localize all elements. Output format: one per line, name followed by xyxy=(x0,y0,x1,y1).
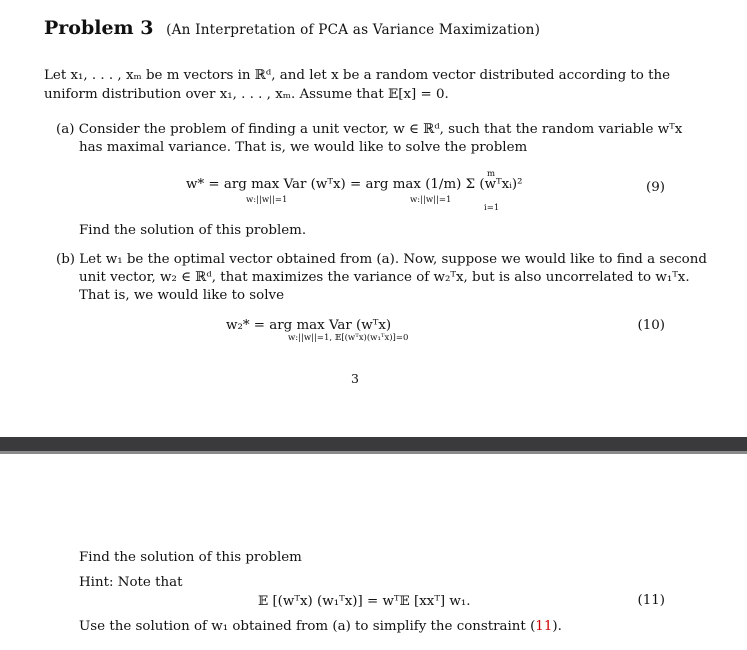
use-solution-text: Use the solution of w₁ obtained from (a) to simplify the constraint ( xyxy=(79,619,536,634)
part-b-line-1: (b) Let w₁ be the optimal vector obtained from (a). Now, suppose we would like to find a second xyxy=(56,252,707,267)
use-solution-end: ). xyxy=(552,619,562,634)
equation-9-under-1: w:||w||=1 xyxy=(246,195,288,205)
page-divider xyxy=(0,437,747,451)
equation-9 xyxy=(186,176,523,193)
equation-9-sum-top: m xyxy=(487,169,496,179)
equation-9-sum-bottom: i=1 xyxy=(484,203,500,213)
intro-line-1: Let x₁, . . . , xₘ be m vectors in ℝᵈ, and let x be a random vector distributed according to the xyxy=(44,68,671,83)
intro-line-2: uniform distribution over x₁, . . . , xₘ. Assume that 𝔼[x] = 0. xyxy=(44,87,449,102)
equation-9-under-2: w:||w||=1 xyxy=(410,195,452,205)
continued-find: Find the solution of this problem xyxy=(79,550,302,565)
equation-11-link[interactable]: 11 xyxy=(535,619,553,634)
equation-10-under: w:||w||=1, 𝔼[(wᵀx)(w₁ᵀx)]=0 xyxy=(288,333,409,343)
problem-subtitle: (An Interpretation of PCA as Variance Maximization) xyxy=(166,22,541,38)
part-a-line-1: (a) Consider the problem of finding a unit vector, w ∈ ℝᵈ, such that the random variable wᵀx xyxy=(56,122,683,137)
page-number: 3 xyxy=(351,371,359,386)
equation-10-number: (10) xyxy=(637,318,665,333)
part-a-find: Find the solution of this problem. xyxy=(79,223,307,238)
part-a-line-2: has maximal variance. That is, we would like to solve the problem xyxy=(79,140,528,155)
part-b-line-3: That is, we would like to solve xyxy=(79,288,285,303)
use-solution-line xyxy=(79,618,562,635)
problem-title xyxy=(44,17,541,39)
equation-10 xyxy=(226,317,391,334)
problem-title-text: Problem 3 xyxy=(44,17,154,39)
equation-9-number: (9) xyxy=(646,180,665,195)
equation-11: 𝔼 [(wᵀx) (w₁ᵀx)] = wᵀ𝔼 [xxᵀ] w₁. xyxy=(258,594,471,609)
equation-9-text: w* = arg max Var (wᵀx) = arg max (1/m) Σ (wᵀxᵢ)² xyxy=(186,177,523,192)
equation-10-text: w₂* = arg max Var (wᵀx) xyxy=(226,318,392,333)
equation-11-number: (11) xyxy=(637,593,665,608)
part-b-line-2: unit vector, w₂ ∈ ℝᵈ, that maximizes the variance of w₂ᵀx, but is also uncorrelated to w₁ᵀx. xyxy=(79,270,690,285)
hint-label: Hint: Note that xyxy=(79,575,183,590)
